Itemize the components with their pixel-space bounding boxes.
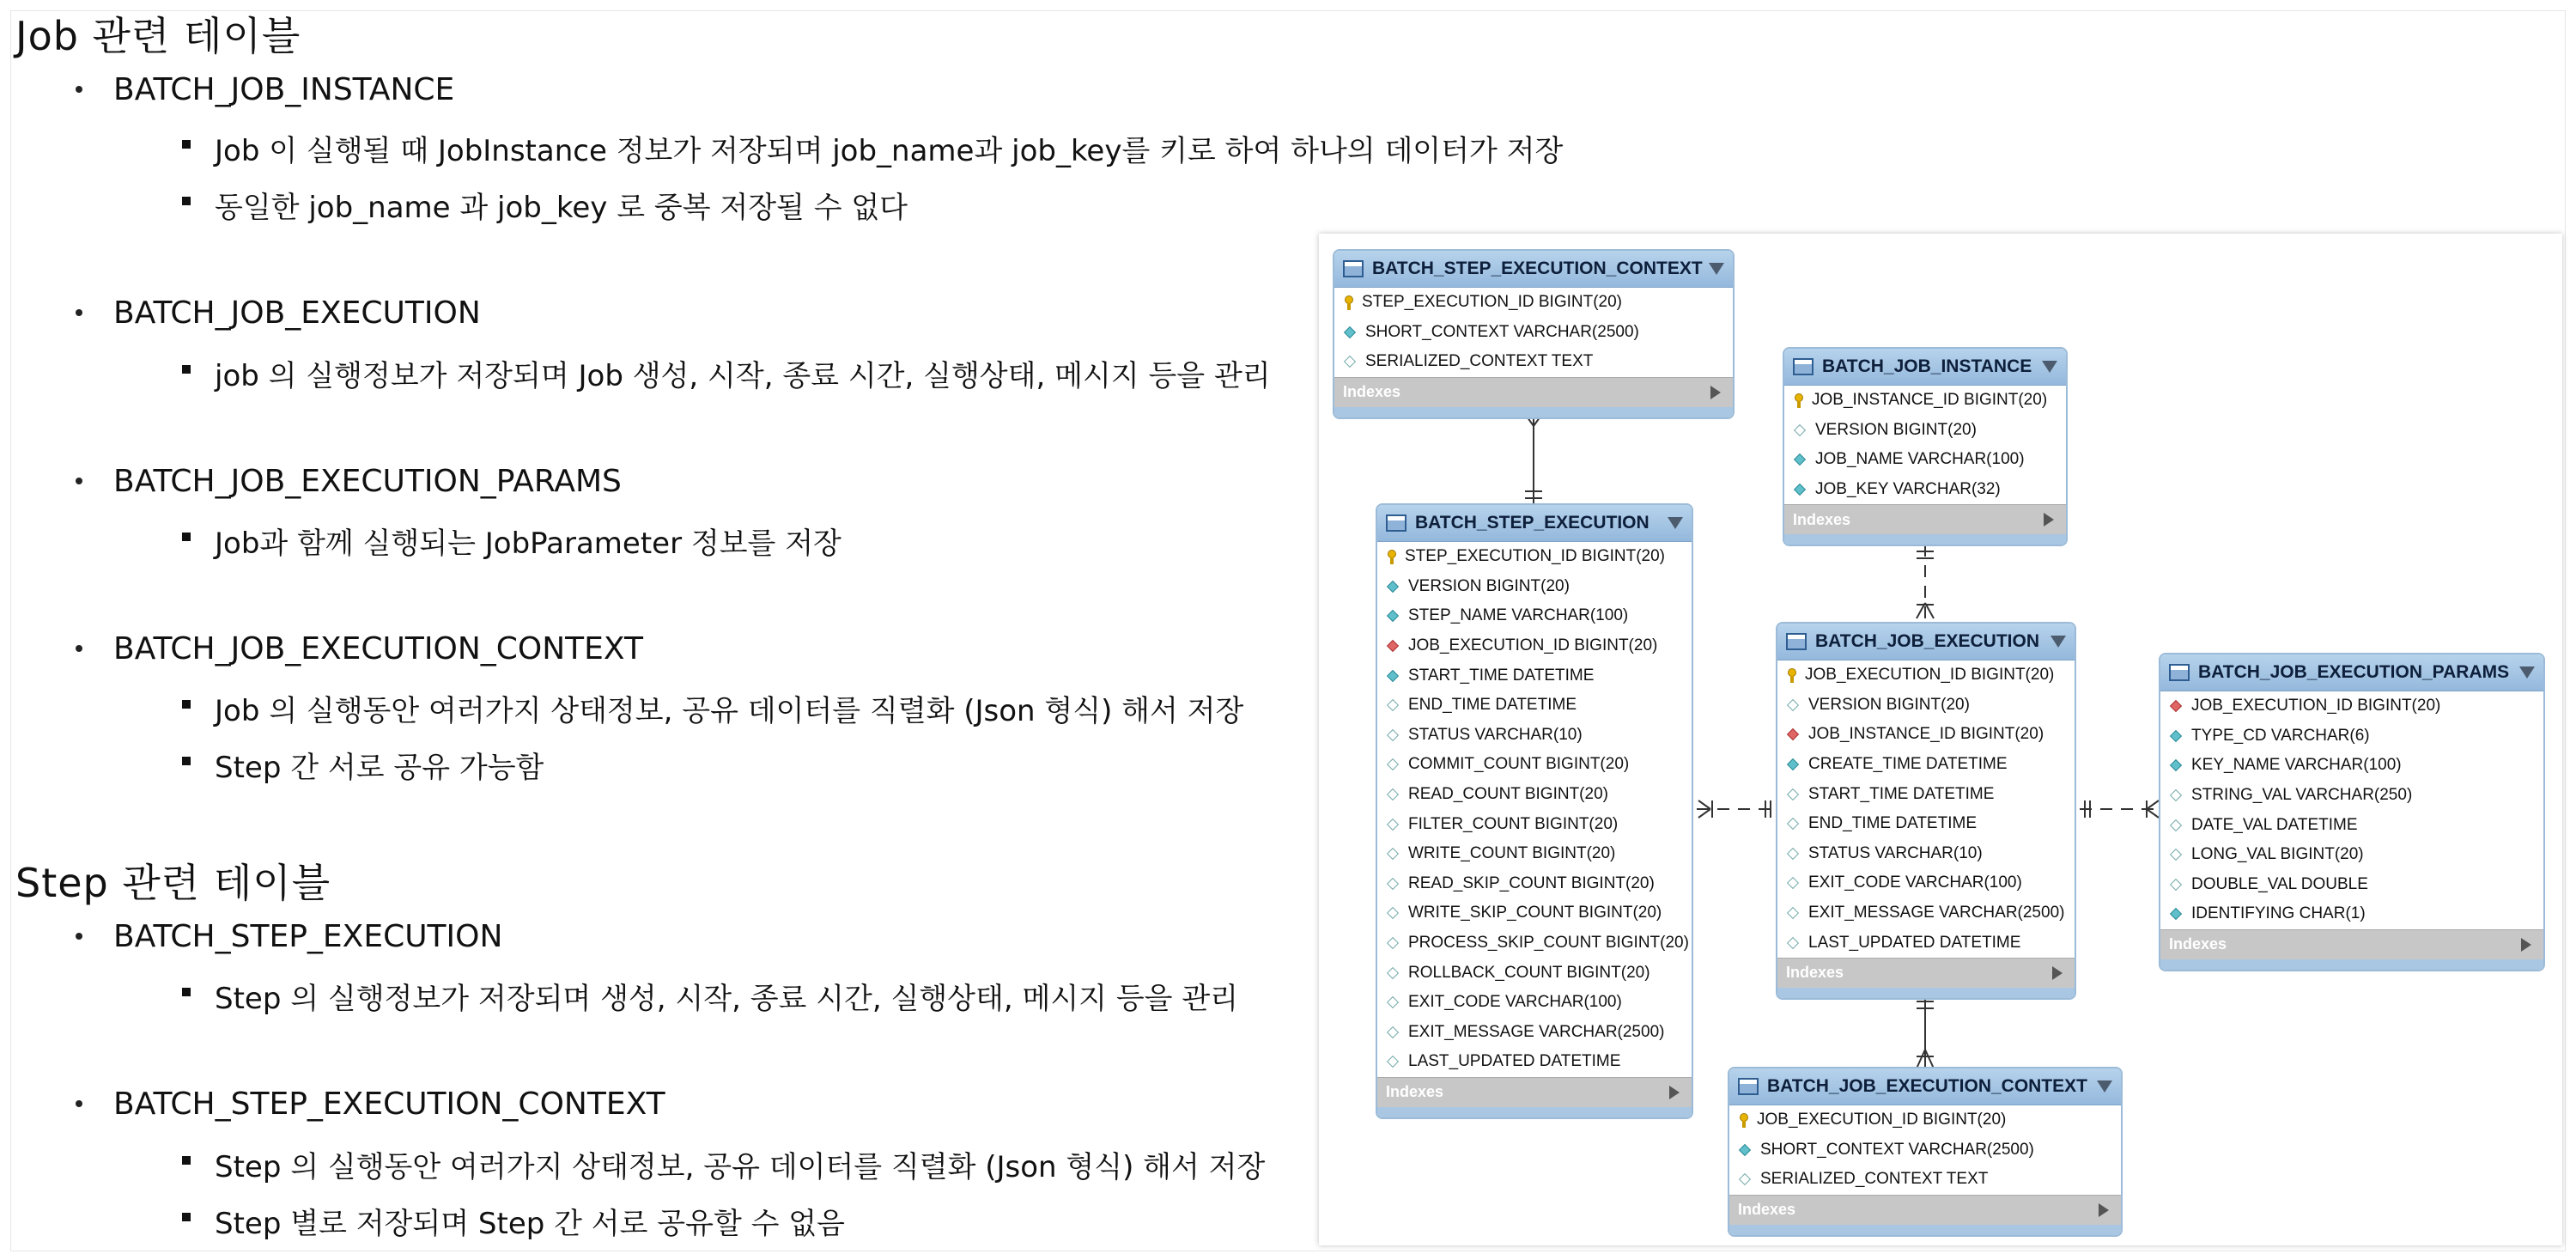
foreign-key-icon [1386, 639, 1400, 653]
note-text: Job 의 실행동안 여러가지 상태정보, 공유 데이터를 직렬화 (Json 형식) 해서 저장 [215, 694, 1244, 728]
column-row [1777, 660, 2075, 691]
square-bullet-icon [182, 757, 191, 765]
column-text: SHORT_CONTEXT VARCHAR(2500) [1365, 322, 1639, 341]
column-text: VERSION BIGINT(20) [1408, 576, 1570, 595]
note-text: 동일한 job_name 과 job_key 로 중복 저장될 수 없다 [215, 191, 908, 225]
column-row [1729, 1165, 2121, 1195]
square-bullet-icon [182, 533, 191, 541]
column-text: STEP_NAME VARCHAR(100) [1408, 606, 1629, 625]
column-row [1377, 1018, 1692, 1048]
table-icon [2169, 664, 2190, 681]
column-row [2160, 840, 2543, 870]
note-item [215, 1143, 1265, 1185]
column-row [1377, 780, 1692, 810]
column-row [2160, 781, 2543, 811]
dropdown-arrow-icon[interactable] [1709, 263, 1724, 275]
column-text: ROLLBACK_COUNT BIGINT(20) [1408, 963, 1650, 982]
nullable-column-icon [1386, 818, 1400, 831]
not-null-column-icon [1738, 1143, 1752, 1157]
column-text: START_TIME DATETIME [1808, 784, 1995, 803]
column-row [1777, 750, 2075, 780]
column-text: VERSION BIGINT(20) [1815, 420, 1977, 439]
indexes-label: Indexes [1343, 383, 1401, 401]
column-text: KEY_NAME VARCHAR(100) [2191, 756, 2402, 775]
not-null-column-icon [1386, 609, 1400, 623]
column-row [1377, 928, 1692, 959]
column-row [2160, 691, 2543, 721]
column-row [1777, 720, 2075, 750]
column-text: STEP_EXECUTION_ID BIGINT(20) [1362, 293, 1623, 312]
rel-crow [2147, 800, 2159, 809]
column-text: END_TIME DATETIME [1408, 696, 1577, 715]
table-icon [1343, 260, 1364, 277]
table-header[interactable] [1377, 505, 1692, 542]
expand-arrow-icon[interactable] [2521, 938, 2531, 952]
note-text: Step 의 실행동안 여러가지 상태정보, 공유 데이터를 직렬화 (Json 형식) 해서 저장 [215, 1150, 1266, 1184]
column-text: TYPE_CD VARCHAR(6) [2191, 726, 2370, 745]
column-text: FILTER_COUNT BIGINT(20) [1408, 814, 1619, 833]
indexes-label: Indexes [1386, 1083, 1444, 1101]
column-text: START_TIME DATETIME [1408, 666, 1595, 685]
nullable-column-icon [1786, 817, 1800, 831]
indexes-label: Indexes [1793, 510, 1851, 528]
column-row [1784, 416, 2066, 446]
column-text: VERSION BIGINT(20) [1808, 695, 1970, 714]
dropdown-arrow-icon[interactable] [2050, 636, 2066, 648]
table-header[interactable] [1777, 624, 2075, 660]
expand-arrow-icon[interactable] [2099, 1203, 2109, 1217]
note-item [215, 744, 544, 786]
table-batch-job-execution-context[interactable] [1728, 1067, 2123, 1237]
nullable-column-icon [1386, 698, 1400, 712]
note-item [215, 1200, 845, 1242]
bullet-icon [76, 86, 82, 93]
column-row [1777, 691, 2075, 721]
primary-key-icon [1738, 1113, 1748, 1127]
nullable-column-icon [1386, 728, 1400, 742]
column-text: STATUS VARCHAR(10) [1408, 725, 1583, 744]
list-item-job-instance [113, 72, 454, 107]
nullable-column-icon [1386, 847, 1400, 861]
bullet-icon [76, 1100, 82, 1107]
table-batch-job-execution[interactable] [1776, 622, 2076, 1000]
column-text: STEP_EXECUTION_ID BIGINT(20) [1405, 547, 1666, 566]
column-row [1777, 809, 2075, 839]
nullable-column-icon [1786, 788, 1800, 801]
not-null-column-icon [1386, 669, 1400, 683]
not-null-column-icon [1793, 483, 1807, 496]
column-text: STATUS VARCHAR(10) [1808, 843, 1983, 862]
bullet-icon [76, 478, 82, 484]
table-footer [1334, 407, 1733, 417]
foreign-key-icon [1786, 727, 1800, 741]
column-row [1377, 542, 1692, 572]
column-row [1777, 928, 2075, 958]
column-text: JOB_NAME VARCHAR(100) [1815, 450, 2025, 469]
nullable-column-icon [1786, 906, 1800, 920]
square-bullet-icon [182, 700, 191, 709]
column-text: JOB_INSTANCE_ID BIGINT(20) [1812, 391, 2048, 410]
column-text: EXIT_MESSAGE VARCHAR(2500) [1408, 1022, 1665, 1041]
item-label: BATCH_JOB_EXECUTION_CONTEXT [113, 631, 643, 667]
rel-crow [1917, 1050, 1925, 1068]
list-item-job-execution-params [113, 464, 622, 499]
column-text: EXIT_MESSAGE VARCHAR(2500) [1808, 904, 2065, 922]
indexes-bar[interactable] [1334, 377, 1733, 407]
expand-arrow-icon[interactable] [1669, 1086, 1680, 1099]
not-null-column-icon [1793, 453, 1807, 466]
dropdown-arrow-icon[interactable] [1668, 517, 1683, 529]
column-row [1377, 839, 1692, 869]
column-text: DATE_VAL DATETIME [2191, 815, 2358, 834]
column-text: DOUBLE_VAL DOUBLE [2191, 874, 2368, 893]
column-text: WRITE_COUNT BIGINT(20) [1408, 844, 1616, 863]
primary-key-icon [1386, 550, 1396, 563]
item-label: BATCH_STEP_EXECUTION [113, 919, 503, 954]
table-batch-job-instance[interactable] [1783, 347, 2068, 546]
column-text: JOB_KEY VARCHAR(32) [1815, 480, 2001, 499]
column-row [1784, 475, 2066, 505]
column-row [1377, 572, 1692, 602]
column-row [1377, 721, 1692, 751]
not-null-column-icon [2169, 907, 2183, 921]
list-item-job-execution [113, 295, 481, 331]
column-row [1784, 386, 2066, 416]
column-row [1377, 958, 1692, 988]
nullable-column-icon [1793, 423, 1807, 437]
nullable-column-icon [1786, 936, 1800, 950]
nullable-column-icon [1386, 936, 1400, 950]
indexes-bar[interactable] [1784, 504, 2066, 534]
column-text: END_TIME DATETIME [1808, 814, 1977, 833]
not-null-column-icon [2169, 758, 2183, 772]
note-item [215, 127, 1563, 169]
column-row [1377, 750, 1692, 780]
nullable-column-icon [1386, 1055, 1400, 1068]
item-label: BATCH_JOB_EXECUTION [113, 295, 481, 331]
nullable-column-icon [1386, 1026, 1400, 1039]
not-null-column-icon [1386, 580, 1400, 593]
rel-crow [1925, 1050, 1934, 1068]
list-item-step-execution-context [113, 1087, 665, 1122]
nullable-column-icon [1386, 758, 1400, 771]
column-row [1377, 660, 1692, 691]
er-diagram [1319, 234, 2562, 1245]
nullable-column-icon [1386, 966, 1400, 980]
table-header[interactable] [1729, 1068, 2121, 1105]
column-row [1334, 347, 1733, 377]
column-row [1377, 1047, 1692, 1077]
column-text: COMMIT_COUNT BIGINT(20) [1408, 755, 1630, 774]
rel-crow [1698, 809, 1710, 818]
column-text: IDENTIFYING CHAR(1) [2191, 904, 2366, 923]
column-text: JOB_INSTANCE_ID BIGINT(20) [1808, 725, 2044, 744]
column-row [1377, 809, 1692, 839]
primary-key-icon [1786, 668, 1796, 682]
column-text: PROCESS_SKIP_COUNT BIGINT(20) [1408, 934, 1689, 953]
note-item [215, 352, 1271, 394]
square-bullet-icon [182, 140, 191, 149]
note-item [215, 520, 841, 562]
column-text: JOB_EXECUTION_ID BIGINT(20) [2191, 697, 2441, 715]
column-row [1334, 318, 1733, 348]
indexes-bar[interactable] [1777, 958, 2075, 988]
table-header[interactable] [1334, 251, 1733, 288]
note-text: Step 의 실행정보가 저장되며 생성, 시작, 종료 시간, 실행상태, 메시지 등을 관리 [215, 982, 1239, 1016]
table-icon [1786, 633, 1807, 650]
table-footer [1777, 988, 2075, 998]
nullable-column-icon [1386, 906, 1400, 920]
column-row [1777, 898, 2075, 928]
rel-crow [1698, 800, 1710, 809]
column-row [2160, 751, 2543, 781]
table-footer [2160, 959, 2543, 970]
bullet-icon [76, 933, 82, 940]
item-label: BATCH_JOB_EXECUTION_PARAMS [113, 464, 622, 499]
table-name: BATCH_JOB_EXECUTION_CONTEXT [1767, 1076, 2087, 1096]
dropdown-arrow-icon[interactable] [2097, 1080, 2112, 1093]
nullable-column-icon [2169, 819, 2183, 832]
column-row [1777, 839, 2075, 869]
nullable-column-icon [2169, 878, 2183, 892]
column-text: JOB_EXECUTION_ID BIGINT(20) [1805, 666, 2055, 685]
table-footer [1784, 534, 2066, 545]
column-text: READ_COUNT BIGINT(20) [1408, 785, 1608, 804]
note-text: Job과 함께 실행되는 JobParameter 정보를 저장 [215, 527, 841, 561]
column-text: LAST_UPDATED DATETIME [1408, 1052, 1621, 1071]
not-null-column-icon [2169, 729, 2183, 743]
table-header[interactable] [1784, 349, 2066, 386]
table-icon [1738, 1078, 1759, 1095]
item-label: BATCH_STEP_EXECUTION_CONTEXT [113, 1087, 665, 1122]
column-row [1377, 631, 1692, 661]
nullable-column-icon [1386, 995, 1400, 1009]
column-row [1777, 779, 2075, 809]
table-batch-step-execution[interactable] [1376, 503, 1693, 1119]
note-text: Step 간 서로 공유 가능함 [215, 751, 544, 785]
column-row [1377, 601, 1692, 631]
column-text: JOB_EXECUTION_ID BIGINT(20) [1757, 1111, 2007, 1129]
square-bullet-icon [182, 1156, 191, 1165]
nullable-column-icon [1738, 1172, 1752, 1186]
nullable-column-icon [1786, 847, 1800, 861]
note-text: Job 이 실행될 때 JobInstance 정보가 저장되며 job_name과 job_key를 키로 하여 하나의 데이터가 저장 [215, 134, 1564, 168]
indexes-label: Indexes [2169, 935, 2227, 953]
column-row [1729, 1105, 2121, 1135]
nullable-column-icon [1786, 876, 1800, 890]
section-title-job: Job 관련 테이블 [15, 13, 301, 59]
section-title-step: Step 관련 테이블 [15, 860, 331, 906]
note-text: Step 별로 저장되며 Step 간 서로 공유할 수 없음 [215, 1207, 845, 1241]
primary-key-icon [1793, 393, 1803, 407]
column-text: SERIALIZED_CONTEXT TEXT [1760, 1170, 1989, 1189]
note-item [215, 975, 1238, 1017]
column-row [2160, 810, 2543, 840]
column-row [1729, 1135, 2121, 1166]
column-row [2160, 899, 2543, 929]
column-text: EXIT_CODE VARCHAR(100) [1808, 873, 2022, 892]
column-text: LONG_VAL BIGINT(20) [2191, 845, 2364, 864]
square-bullet-icon [182, 365, 191, 374]
indexes-label: Indexes [1786, 964, 1844, 982]
indexes-bar[interactable] [1729, 1195, 2121, 1225]
dropdown-arrow-icon[interactable] [2519, 667, 2535, 679]
table-name: BATCH_JOB_EXECUTION [1815, 631, 2039, 651]
column-row [1334, 288, 1733, 318]
column-text: SHORT_CONTEXT VARCHAR(2500) [1760, 1140, 2034, 1159]
column-row [2160, 721, 2543, 752]
not-null-column-icon [1786, 758, 1800, 771]
table-icon [1793, 358, 1814, 375]
column-row [1377, 898, 1692, 928]
indexes-bar[interactable] [2160, 929, 2543, 959]
column-text: SERIALIZED_CONTEXT TEXT [1365, 352, 1594, 371]
column-text: CREATE_TIME DATETIME [1808, 755, 2008, 774]
table-header[interactable] [2160, 654, 2543, 691]
dropdown-arrow-icon[interactable] [2042, 361, 2057, 373]
list-item-step-execution [113, 919, 502, 954]
square-bullet-icon [182, 988, 191, 996]
primary-key-icon [1343, 295, 1353, 309]
indexes-label: Indexes [1738, 1201, 1796, 1219]
table-name: BATCH_STEP_EXECUTION [1415, 513, 1649, 533]
nullable-column-icon [1786, 698, 1800, 712]
table-name: BATCH_JOB_INSTANCE [1822, 356, 2032, 376]
note-item [215, 687, 1243, 729]
foreign-key-icon [2169, 699, 2183, 713]
column-row [1377, 691, 1692, 721]
table-batch-job-execution-params[interactable] [2159, 653, 2545, 971]
bullet-icon [76, 645, 82, 652]
note-text: job 의 실행정보가 저장되며 Job 생성, 시작, 종료 시간, 실행상태, 메시지 등을 관리 [215, 359, 1271, 393]
table-name: BATCH_JOB_EXECUTION_PARAMS [2198, 662, 2510, 682]
expand-arrow-icon[interactable] [1710, 386, 1721, 399]
indexes-bar[interactable] [1377, 1077, 1692, 1107]
column-row [1377, 988, 1692, 1018]
table-name: BATCH_STEP_EXECUTION_CONTEXT [1372, 259, 1703, 278]
expand-arrow-icon[interactable] [2044, 513, 2054, 527]
table-batch-step-execution-context[interactable] [1333, 249, 1735, 419]
nullable-column-icon [2169, 848, 2183, 861]
table-icon [1386, 514, 1406, 532]
nullable-column-icon [1343, 355, 1357, 368]
column-text: STRING_VAL VARCHAR(250) [2191, 786, 2413, 805]
item-label: BATCH_JOB_INSTANCE [113, 72, 455, 107]
square-bullet-icon [182, 1213, 191, 1221]
column-row [1377, 869, 1692, 899]
nullable-column-icon [2169, 788, 2183, 802]
column-text: WRITE_SKIP_COUNT BIGINT(20) [1408, 904, 1662, 922]
expand-arrow-icon[interactable] [2052, 966, 2063, 980]
column-text: READ_SKIP_COUNT BIGINT(20) [1408, 873, 1655, 892]
column-row [2160, 870, 2543, 900]
column-text: EXIT_CODE VARCHAR(100) [1408, 993, 1622, 1012]
column-row [1777, 868, 2075, 898]
not-null-column-icon [1343, 326, 1357, 339]
bullet-icon [76, 309, 82, 316]
note-item [215, 184, 908, 226]
nullable-column-icon [1386, 788, 1400, 801]
column-row [1784, 445, 2066, 475]
nullable-column-icon [1386, 877, 1400, 891]
table-footer [1377, 1107, 1692, 1117]
list-item-job-execution-context [113, 631, 643, 667]
table-footer [1729, 1225, 2121, 1235]
square-bullet-icon [182, 197, 191, 205]
column-text: LAST_UPDATED DATETIME [1808, 933, 2021, 952]
rel-crow [2147, 809, 2159, 818]
column-text: JOB_EXECUTION_ID BIGINT(20) [1408, 636, 1658, 655]
